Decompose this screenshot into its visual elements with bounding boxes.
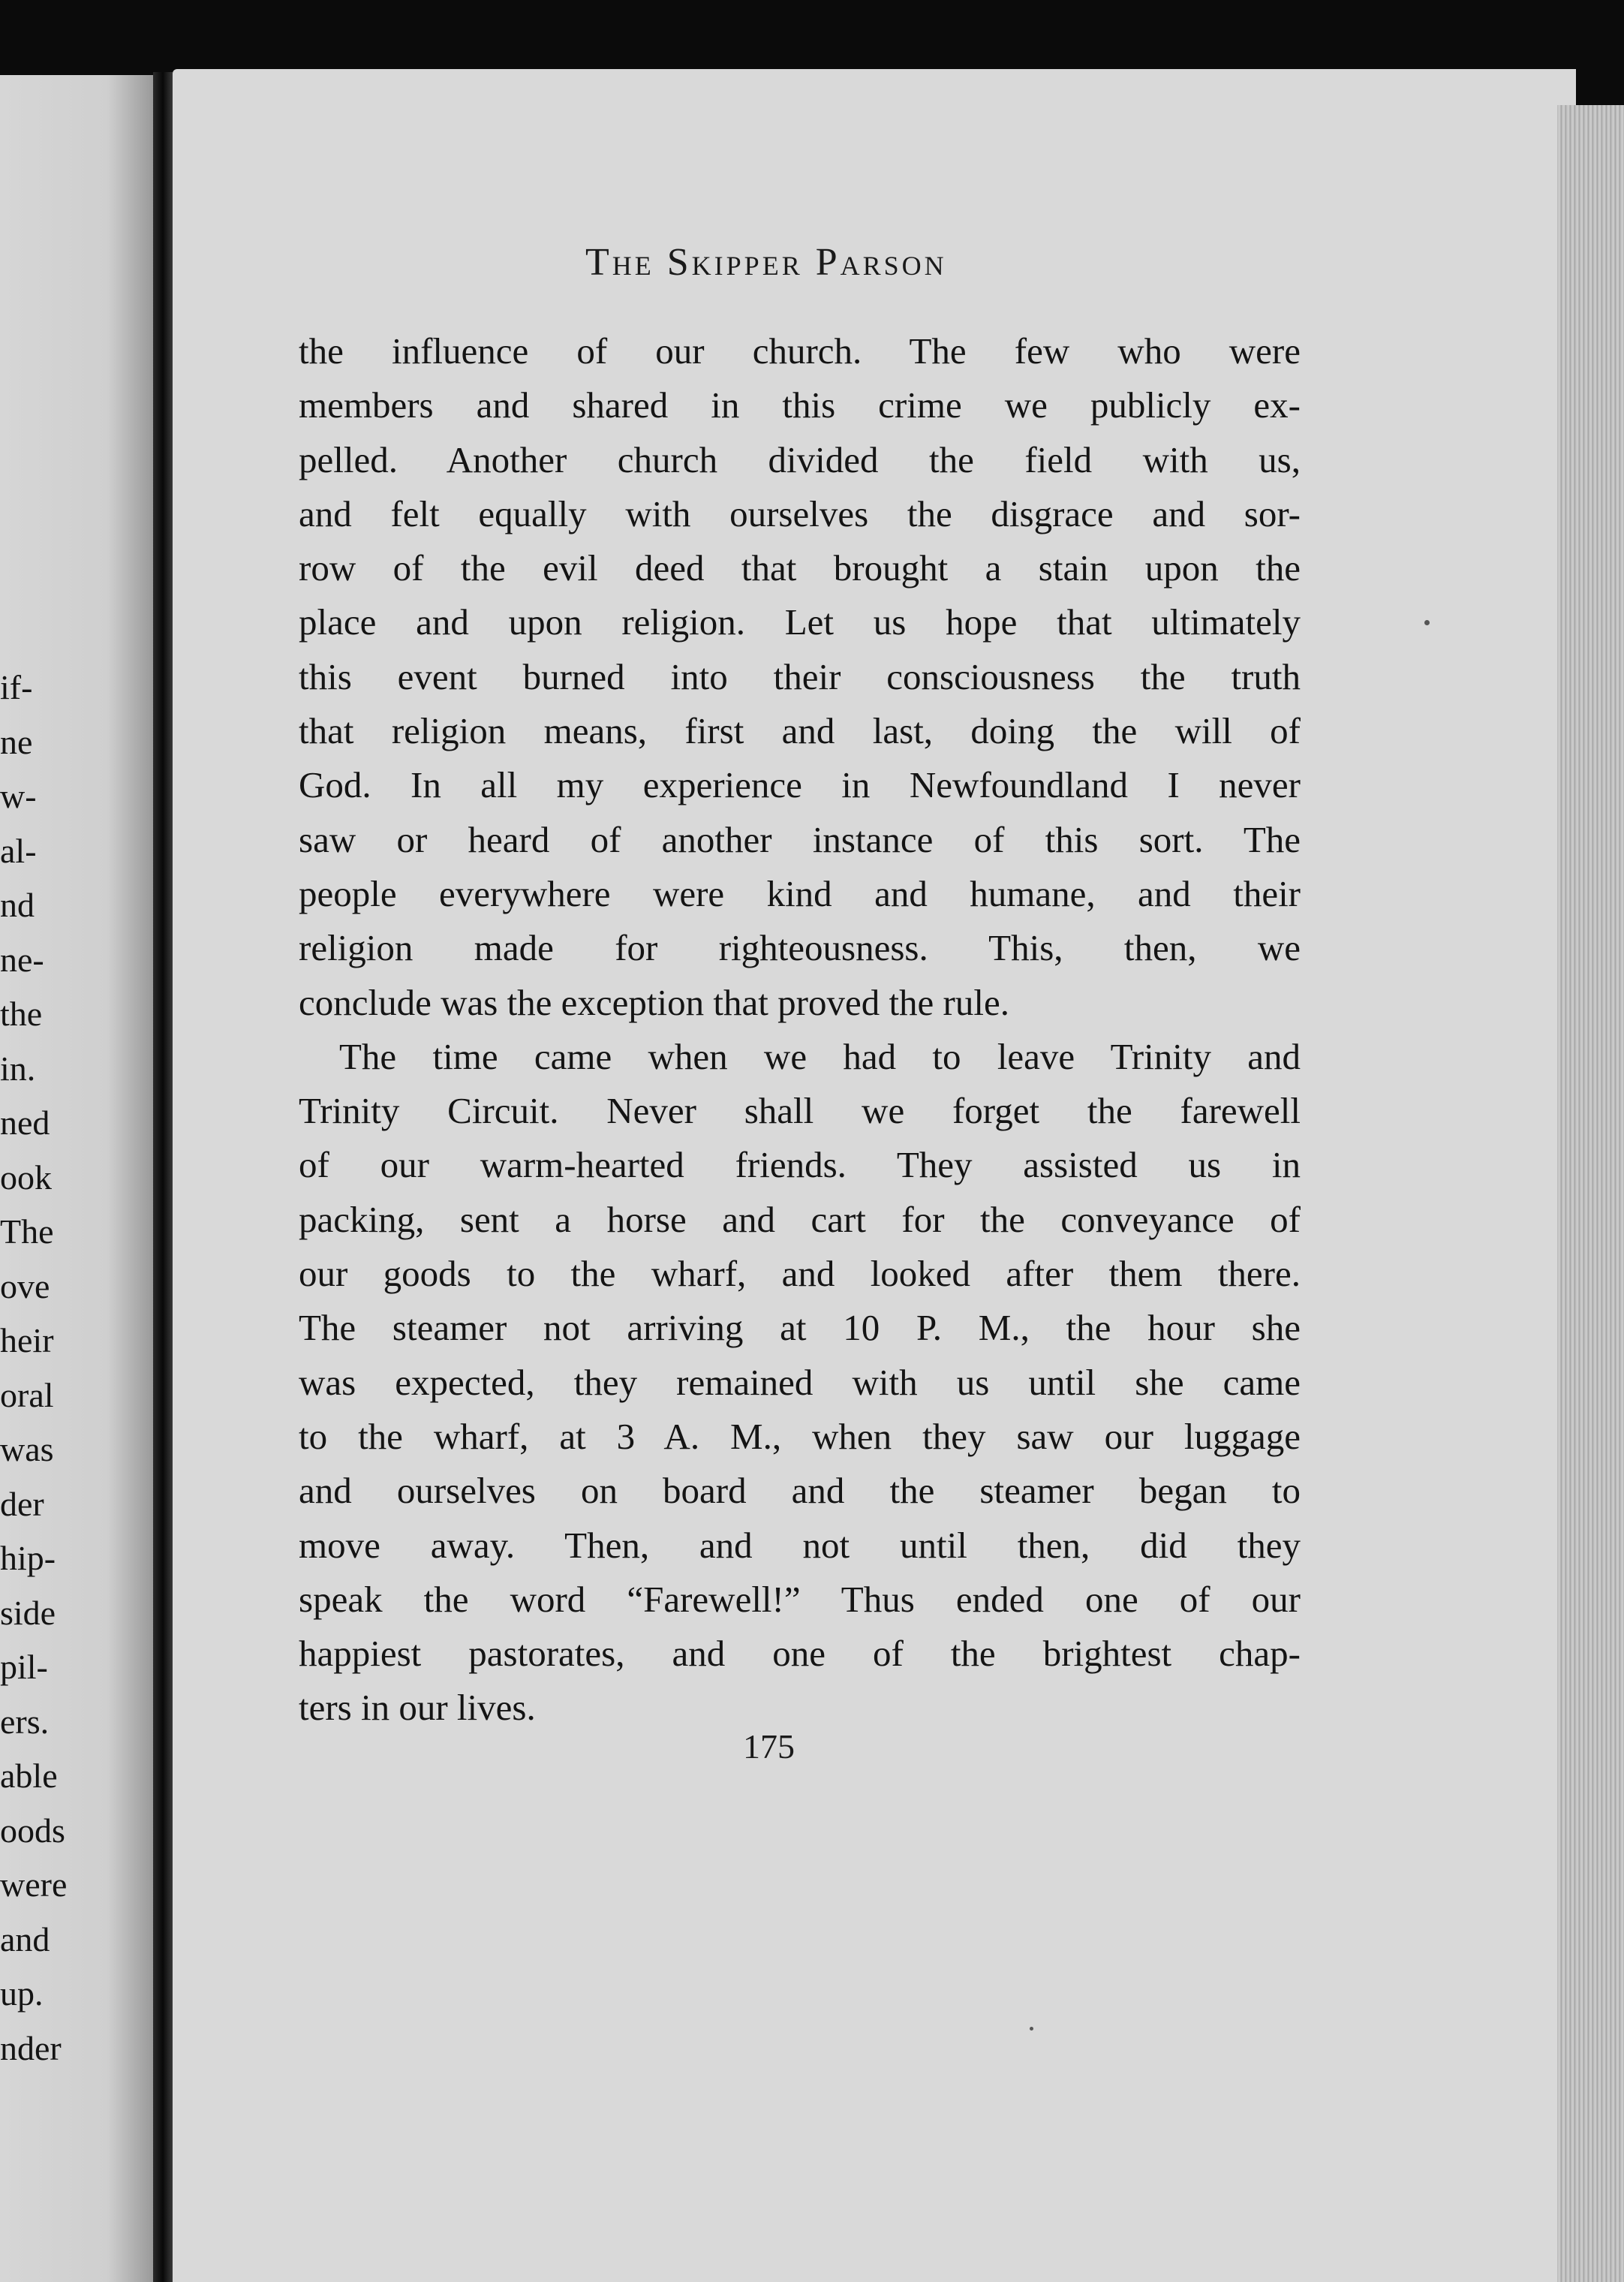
text-line: that religion means, first and last, doing the will of bbox=[299, 710, 1301, 752]
left-fragment: oral bbox=[0, 1375, 54, 1414]
text-line: and ourselves on board and the steamer began to bbox=[299, 1470, 1301, 1512]
left-fragment: ove bbox=[0, 1266, 50, 1305]
paper-speck bbox=[1424, 620, 1430, 625]
text-line: this event burned into their consciousness the truth bbox=[299, 655, 1301, 697]
text-line: happiest pastorates, and one of the brightest chap- bbox=[299, 1633, 1301, 1675]
text-line: pelled. Another church divided the field with us, bbox=[299, 438, 1301, 480]
text-line: people everywhere were kind and humane, and their bbox=[299, 872, 1301, 914]
left-fragment: ers. bbox=[0, 1702, 50, 1741]
left-fragment: were bbox=[0, 1865, 68, 1904]
text-line: packing, sent a horse and cart for the conveyance of bbox=[299, 1198, 1301, 1240]
text-line: saw or heard of another instance of this sort. The bbox=[299, 818, 1301, 860]
left-fragment: The bbox=[0, 1212, 54, 1251]
left-fragment: ned bbox=[0, 1103, 50, 1142]
text-line: conclude was the exception that proved the rule. bbox=[299, 981, 1009, 1023]
text-line: speak the word “Farewell!” Thus ended one of our bbox=[299, 1578, 1301, 1620]
left-fragment: side bbox=[0, 1593, 56, 1632]
left-fragment: and bbox=[0, 1919, 50, 1958]
left-fragment: nd bbox=[0, 886, 35, 924]
paper-speck bbox=[1030, 2027, 1033, 2031]
left-fragment: in. bbox=[0, 1049, 36, 1088]
left-page-text-fragments bbox=[0, 661, 150, 2076]
text-line: of our warm-hearted friends. They assisted us in bbox=[299, 1144, 1301, 1186]
left-fragment: nder bbox=[0, 2028, 62, 2067]
left-fragment: w- bbox=[0, 777, 37, 815]
left-fragment: the bbox=[0, 995, 43, 1033]
left-fragment: ne bbox=[0, 722, 33, 761]
left-fragment: der bbox=[0, 1484, 44, 1523]
left-fragment: pil- bbox=[0, 1648, 48, 1686]
page-number: 175 bbox=[743, 1727, 795, 1766]
left-fragment: ook bbox=[0, 1158, 52, 1197]
left-fragment: able bbox=[0, 1757, 58, 1795]
text-line: place and upon religion. Let us hope that ultimately bbox=[299, 601, 1301, 643]
text-line: members and shared in this crime we publicly ex- bbox=[299, 384, 1301, 426]
text-line: the influence of our church. The few who were bbox=[299, 330, 1301, 372]
text-line: The steamer not arriving at 10 P. M., the hour she bbox=[299, 1307, 1301, 1349]
text-line: our goods to the wharf, and looked after them there. bbox=[299, 1253, 1301, 1295]
text-line: Trinity Circuit. Never shall we forget the farewell bbox=[299, 1090, 1301, 1132]
body-text bbox=[299, 324, 1301, 1736]
left-fragment: ne- bbox=[0, 940, 44, 979]
text-line: God. In all my experience in Newfoundland I never bbox=[299, 764, 1301, 806]
left-fragment: if- bbox=[0, 668, 33, 706]
text-line: and felt equally with ourselves the disgrace and sor- bbox=[299, 492, 1301, 534]
text-line: The time came when we had to leave Trinity and bbox=[339, 1035, 1301, 1077]
left-page bbox=[0, 75, 153, 2282]
left-fragment: up. bbox=[0, 1974, 44, 2013]
text-line: move away. Then, and not until then, did they bbox=[299, 1524, 1301, 1566]
text-line: was expected, they remained with us until she came bbox=[299, 1361, 1301, 1403]
left-fragment: hip- bbox=[0, 1539, 56, 1577]
text-line: ters in our lives. bbox=[299, 1687, 536, 1729]
left-fragment: al- bbox=[0, 831, 37, 870]
left-fragment: oods bbox=[0, 1811, 65, 1850]
left-fragment: was bbox=[0, 1430, 54, 1468]
paragraph-2 bbox=[299, 1030, 1301, 1736]
paragraph-1 bbox=[299, 324, 1301, 1030]
text-line: religion made for righteousness. This, then, we bbox=[299, 927, 1301, 969]
text-line: row of the evil deed that brought a stain upon the bbox=[299, 547, 1301, 589]
running-head: The Skipper Parson bbox=[585, 241, 947, 284]
left-fragment: heir bbox=[0, 1321, 54, 1359]
page-edges bbox=[1557, 105, 1624, 2282]
text-line: to the wharf, at 3 A. M., when they saw our luggage bbox=[299, 1415, 1301, 1457]
book-gutter bbox=[153, 72, 173, 2282]
